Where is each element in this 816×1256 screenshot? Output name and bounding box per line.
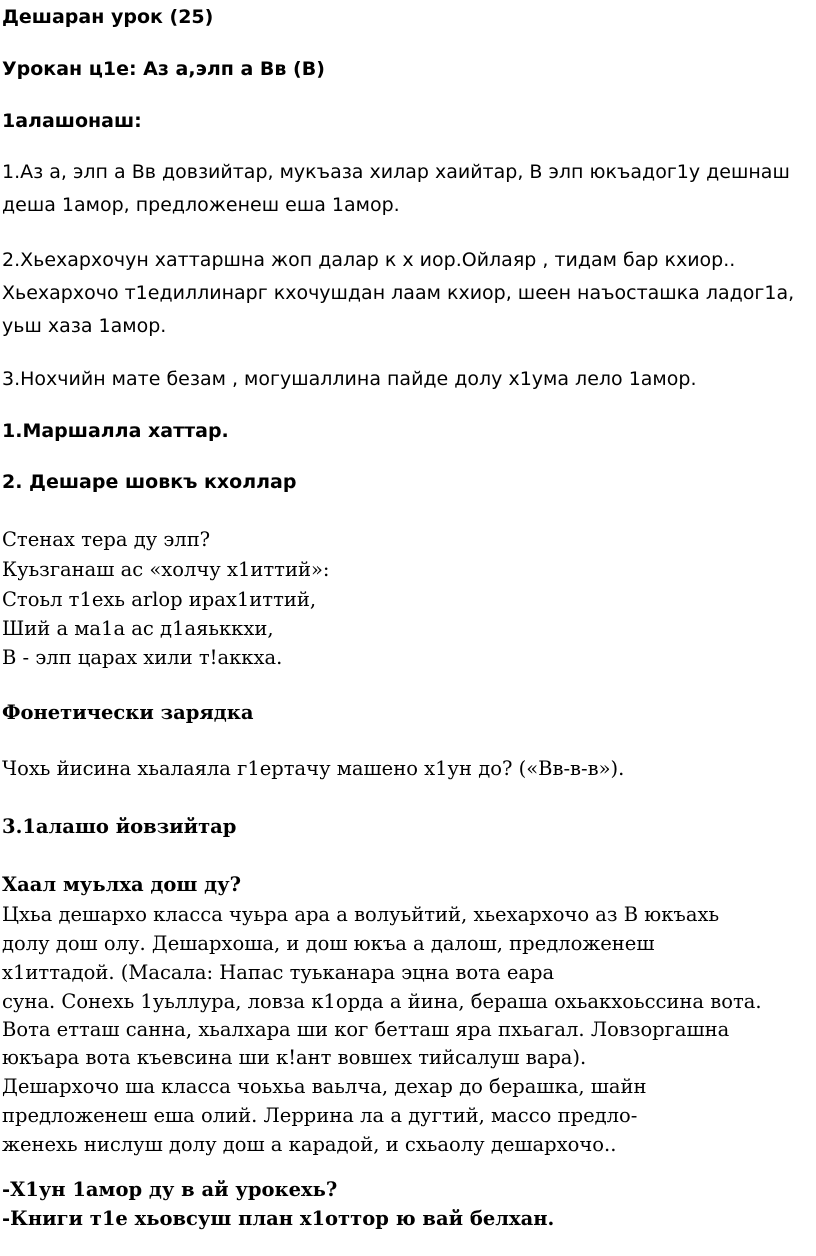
topic-paragraph-line-9: женехь нислуш долу дош а карадой, и схьаолу дешархочо.. bbox=[2, 1133, 617, 1156]
lesson-title: Дешаран урок (25) bbox=[2, 6, 214, 28]
objective-1-line-2: деша 1амор, предложенеш еша 1амор. bbox=[2, 194, 400, 216]
topic-paragraph-line-8: предложенеш еша олий. Леррина ла а дугтий, массо предло- bbox=[2, 1104, 638, 1127]
topic-heading: 3.1алашо йовзийтар bbox=[2, 815, 237, 838]
section-greeting: 1.Маршалла хаттар. bbox=[2, 420, 229, 442]
objective-2-line-1: 2.Хьехархочун хаттаршна жоп далар к х иор.Ойлаяр , тидам бар кхиор.. bbox=[2, 249, 736, 271]
section-check-heading: 2. Дешаре шовкъ кхоллар bbox=[2, 471, 297, 493]
topic-paragraph-line-7: Дешархочо ша класса чоьхьа ваьлча, дехар до берашка, шайн bbox=[2, 1075, 647, 1098]
phonetic-text: Чохь йисина хьалаяла г1ертачу машено х1ун до? («Вв-в-в»). bbox=[2, 757, 625, 780]
poem-line-5: В - элп царах хили т!аккха. bbox=[2, 646, 283, 669]
objective-3-line-1: 3.Нохчийн мате безам , могушаллина пайде долу х1ума лело 1амор. bbox=[2, 368, 697, 390]
closing-question-1: -Х1ун 1амор ду в ай урокехь? bbox=[2, 1178, 338, 1201]
topic-question: Хаал муьлха дош ду? bbox=[2, 873, 242, 896]
poem-line-3: Стоьл т1ехь arlop ирах1иттий, bbox=[2, 588, 317, 611]
closing-question-2: -Книги т1е хьовсуш план х1оттор ю вай белхан. bbox=[2, 1207, 555, 1230]
topic-paragraph-line-5: Вота етташ санна, хьалхара ши ког бетташ яра пхьагал. Ловзоргашна bbox=[2, 1018, 730, 1041]
topic-paragraph-line-4: суна. Сонехь 1уьллура, ловза к1орда а йина, бераша охьакхоьссина вота. bbox=[2, 990, 762, 1013]
topic-paragraph-line-6: юкъара вота къевсина ши к!ант вовшех тийсалуш вара). bbox=[2, 1046, 587, 1069]
phonetic-heading: Фонетически зарядка bbox=[2, 701, 254, 724]
topic-paragraph-line-1: Цхьа дешархо класса чуьра ара а волуьйтий, хьехархочо аз В юкъахь bbox=[2, 903, 720, 926]
topic-paragraph-line-2: долу дош олу. Дешархоша, и дош юкъа а далош, предложенеш bbox=[2, 932, 655, 955]
topic-paragraph-line-3: х1иттадой. (Масала: Напас туьканара эцна вота еара bbox=[2, 961, 555, 984]
lesson-goal: Урокан ц1е: Аз а,элп а Вв (В) bbox=[2, 58, 325, 80]
objective-2-line-2: Хьехархочо т1едиллинарг кхочушдан лаам кхиор, шеен наъосташка ладог1а, bbox=[2, 282, 795, 304]
objectives-heading: 1алашонаш: bbox=[2, 110, 142, 132]
poem-line-1: Стенах тера ду элп? bbox=[2, 528, 211, 551]
objective-1-line-1: 1.Аз а, элп а Вв довзийтар, мукъаза хилар хаийтар, В элп юкъадог1у дешнаш bbox=[2, 161, 790, 183]
poem-line-4: Ший а ма1а ас д1аяьккхи, bbox=[2, 617, 274, 640]
objective-2-line-3: уьш хаза 1амор. bbox=[2, 315, 167, 337]
poem-line-2: Куьзганаш ас «холчу х1иттий»: bbox=[2, 558, 330, 581]
